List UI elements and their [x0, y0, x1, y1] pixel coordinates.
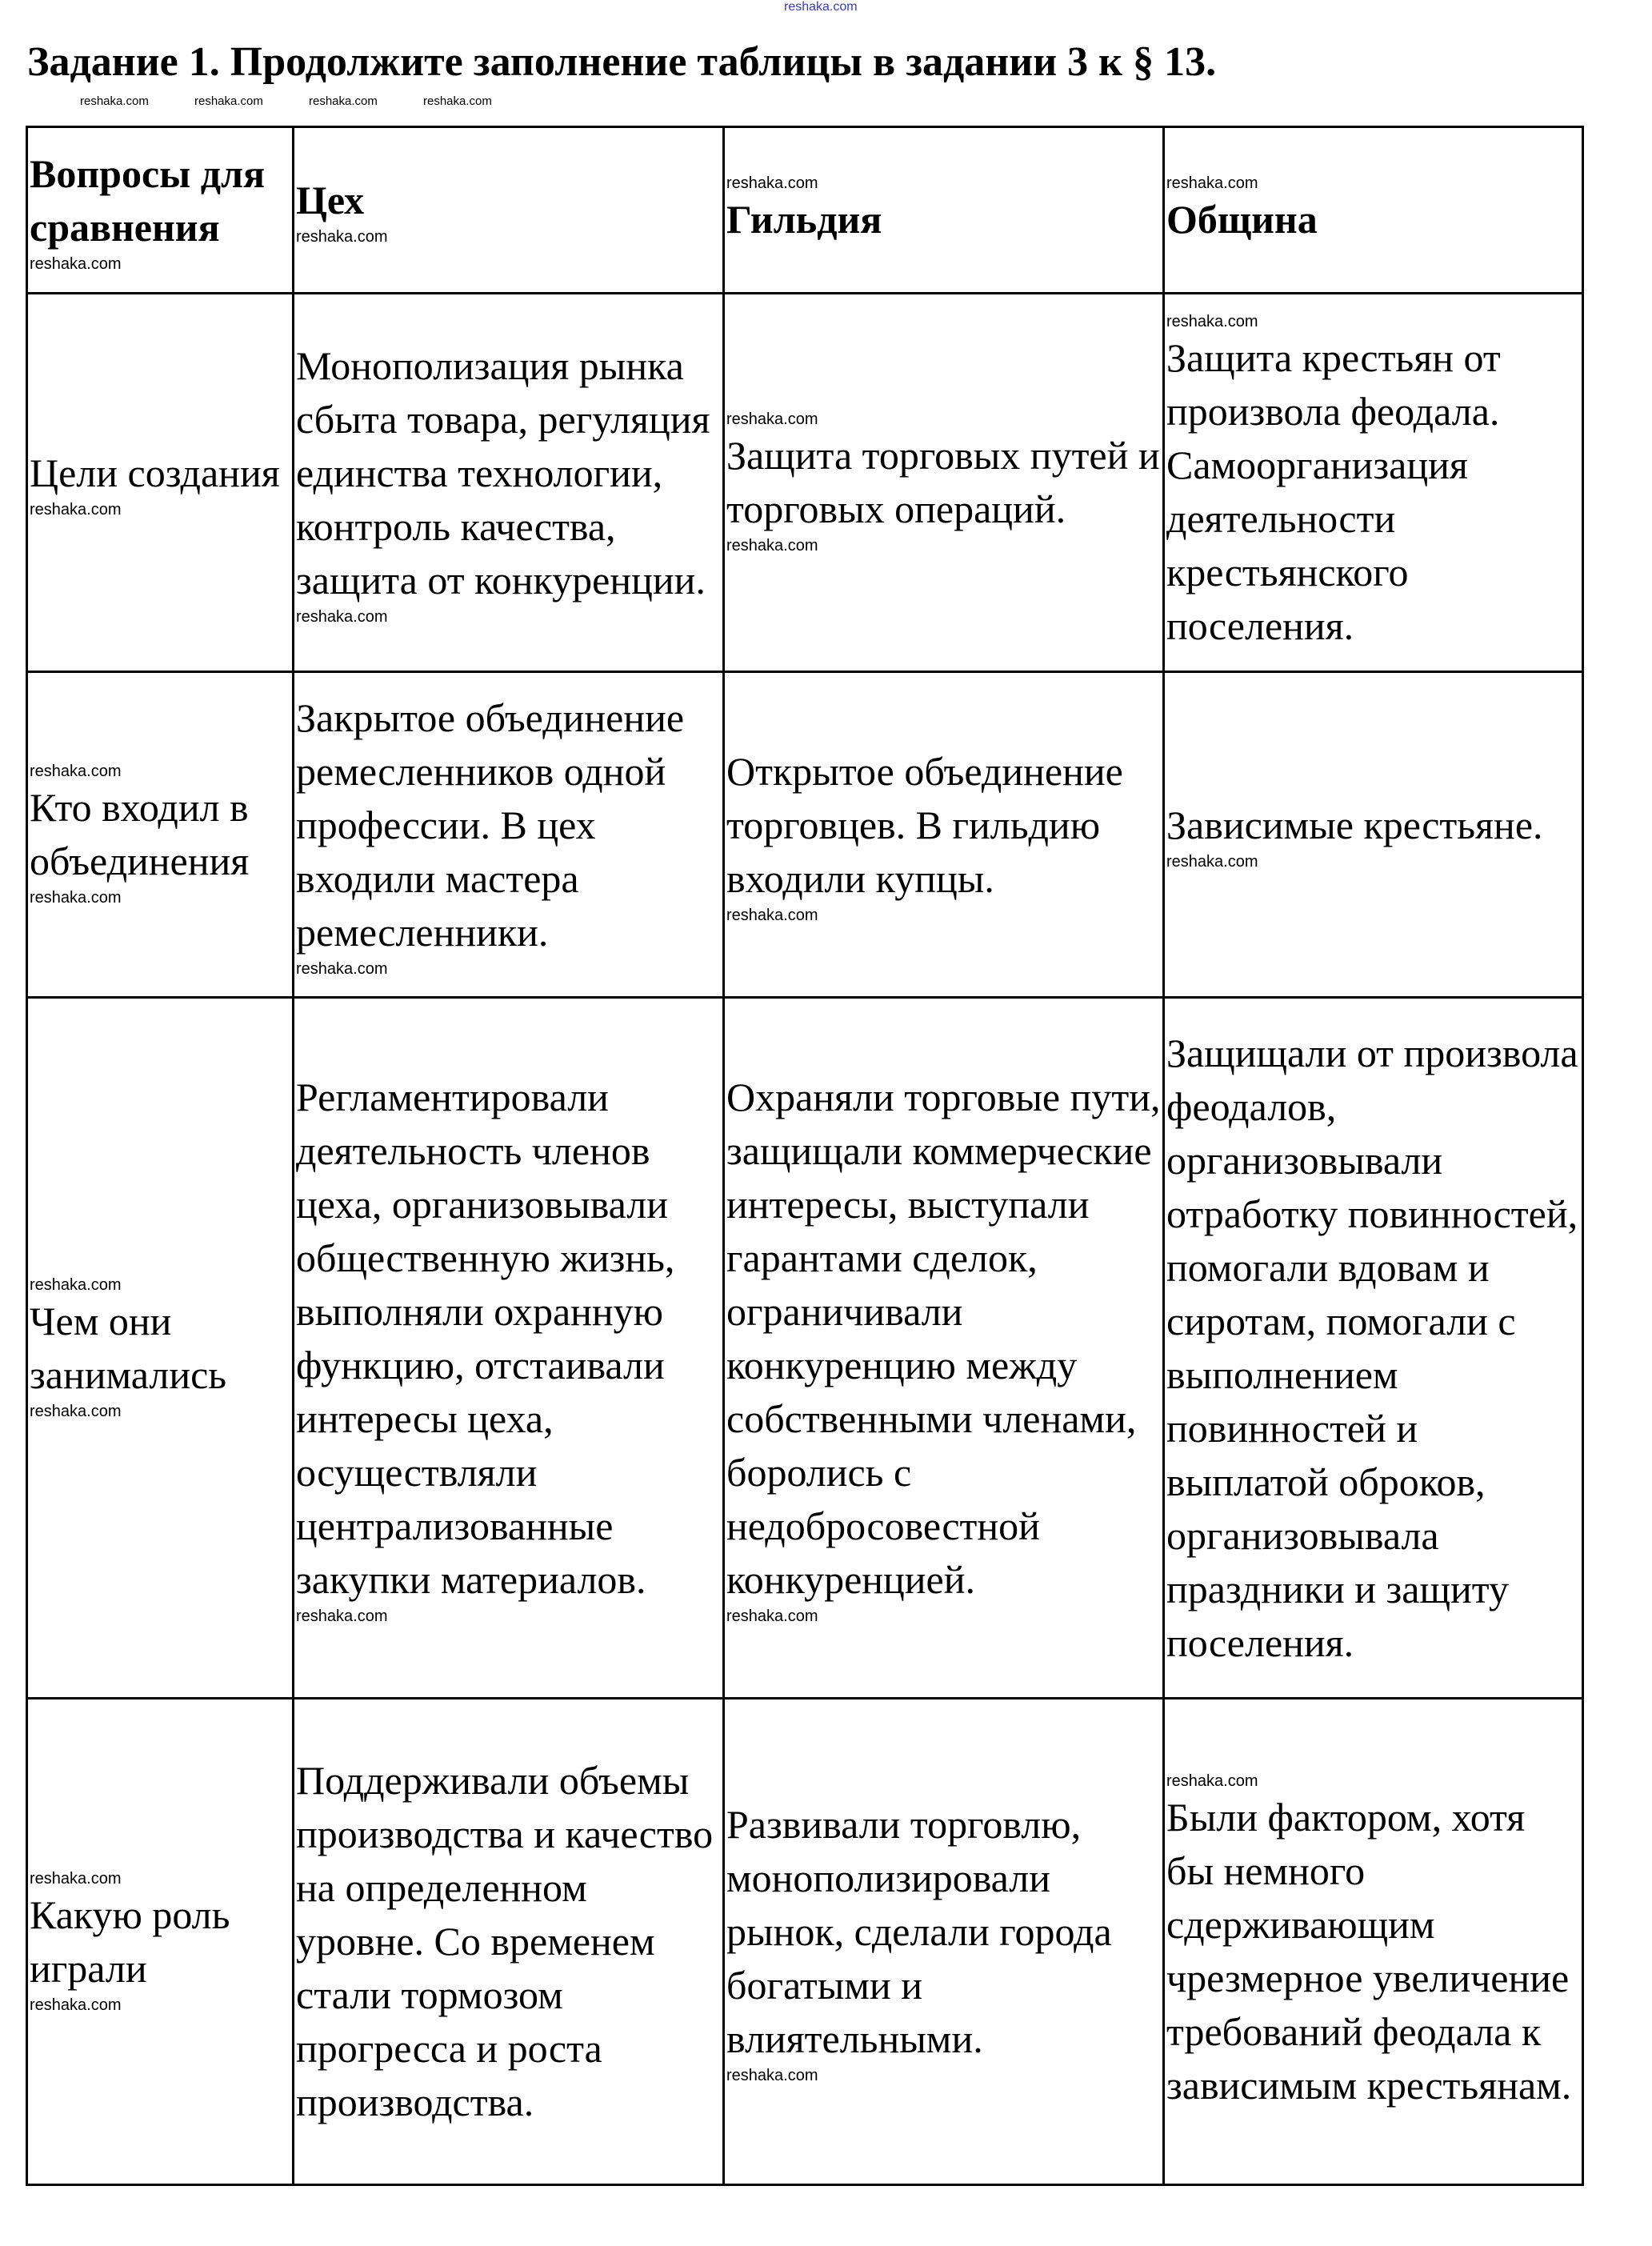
watermark: reshaka.com [30, 763, 122, 780]
table-cell [1164, 294, 1583, 672]
watermark: reshaka.com [726, 906, 818, 924]
watermark: reshaka.com [296, 607, 388, 626]
watermark: reshaka.com [726, 410, 818, 428]
question-cell [27, 1699, 294, 2185]
cell-text: Зависимые крестьяне. [1166, 802, 1543, 847]
table-row [27, 1699, 1583, 2185]
cell-text: Кто входил в объединения [30, 785, 250, 883]
watermark: reshaka.com [30, 1869, 122, 1888]
watermark: reshaka.com [309, 94, 378, 108]
watermark: reshaka.com [726, 1607, 818, 1625]
watermark: reshaka.com [30, 500, 122, 518]
table-row [27, 998, 1583, 1699]
watermark: reshaka.com [80, 94, 149, 108]
cell-text: Чем они занимались [30, 1298, 227, 1397]
header-text: Вопросы для сравнения [30, 150, 266, 250]
watermark: reshaka.com [30, 1275, 122, 1294]
cell-text: Открытое объединение торговцев. В гильдию входили купцы. [726, 748, 1123, 901]
watermark: reshaka.com [784, 0, 858, 14]
watermark: reshaka.com [30, 889, 122, 907]
watermark: reshaka.com [30, 1402, 122, 1420]
table-cell [294, 672, 724, 998]
table-row [27, 672, 1583, 998]
table-cell [1164, 672, 1583, 998]
cell-text: Монополизация рынка сбыта товара, регуляция единства технологии, контроль качества, защита от конкуренции. [296, 342, 710, 603]
cell-text: Защита торговых путей и торговых операций. [726, 433, 1160, 531]
question-cell [27, 672, 294, 998]
table-cell [724, 1699, 1164, 2185]
table-cell [1164, 1699, 1583, 2185]
watermark: reshaka.com [726, 537, 818, 554]
table-cell [1164, 998, 1583, 1699]
watermark: reshaka.com [296, 228, 388, 246]
table-row [27, 294, 1583, 672]
cell-text: Охраняли торговые пути, защищали коммерческие интересы, выступали гарантами сделок, ограничивали конкуренцию между собственными членами, боролись с недобросовестной конкуренцией. [726, 1074, 1161, 1602]
question-cell [27, 998, 294, 1699]
watermark: reshaka.com [726, 174, 818, 192]
cell-text: Защита крестьян от произвола феодала. Самоорганизация деятельности крестьянского поселения. [1166, 335, 1501, 648]
watermark: reshaka.com [1166, 852, 1258, 871]
cell-text: Закрытое объединение ремесленников одной профессии. В цех входили мастера ремесленники. [296, 695, 685, 955]
comparison-table [26, 126, 1584, 2186]
table-header-row [27, 127, 1583, 294]
header-text: Цех [296, 178, 365, 222]
cell-text: Были фактором, хотя бы немного сдерживающим чрезмерное увеличение требований феодала к зависимым крестьянам. [1166, 1794, 1572, 2108]
watermark: reshaka.com [30, 254, 122, 273]
task-title: Задание 1. Продолжите заполнение таблицы в задании 3 к § 13. [27, 39, 1217, 85]
header-cell [724, 127, 1164, 294]
cell-text: Развивали торговлю, монополизировали рынок, сделали города богатыми и влиятельными. [726, 1802, 1112, 2061]
table-cell [294, 998, 724, 1699]
watermark: reshaka.com [30, 1996, 122, 2014]
watermark: reshaka.com [1166, 1772, 1258, 1790]
cell-text: Защищали от произвола феодалов, организовывали отработку повинностей, помогали вдовам и сиротам, помогали с выполнением повинностей и выплатой оброков, организовывала праздники и защиту поселения. [1166, 1030, 1578, 1665]
cell-text: Поддерживали объемы производства и качество на определенном уровне. Со временем стали тормозом прогресса и роста производства. [296, 1758, 714, 2124]
watermark: reshaka.com [1166, 174, 1258, 192]
cell-text: Цели создания [30, 450, 280, 495]
watermark: reshaka.com [296, 1607, 388, 1625]
watermark: reshaka.com [296, 959, 388, 978]
table-cell [724, 294, 1164, 672]
cell-text: Регламентировали деятельность членов цеха, организовывали общественную жизнь, выполняли охранную функцию, отстаивали интересы цеха, осуществляли централизованные закупки материалов. [296, 1074, 675, 1602]
table-cell [294, 1699, 724, 2185]
watermark: reshaka.com [726, 2067, 818, 2084]
header-cell [1164, 127, 1583, 294]
cell-text: Какую роль играли [30, 1892, 230, 1991]
watermark: reshaka.com [194, 94, 263, 108]
watermark: reshaka.com [1166, 313, 1258, 330]
question-cell [27, 294, 294, 672]
header-cell [27, 127, 294, 294]
header-text: Община [1166, 197, 1318, 242]
table-cell [724, 998, 1164, 1699]
table-cell [724, 672, 1164, 998]
header-text: Гильдия [726, 197, 882, 242]
table-cell [294, 294, 724, 672]
header-cell [294, 127, 724, 294]
watermark: reshaka.com [423, 94, 492, 108]
